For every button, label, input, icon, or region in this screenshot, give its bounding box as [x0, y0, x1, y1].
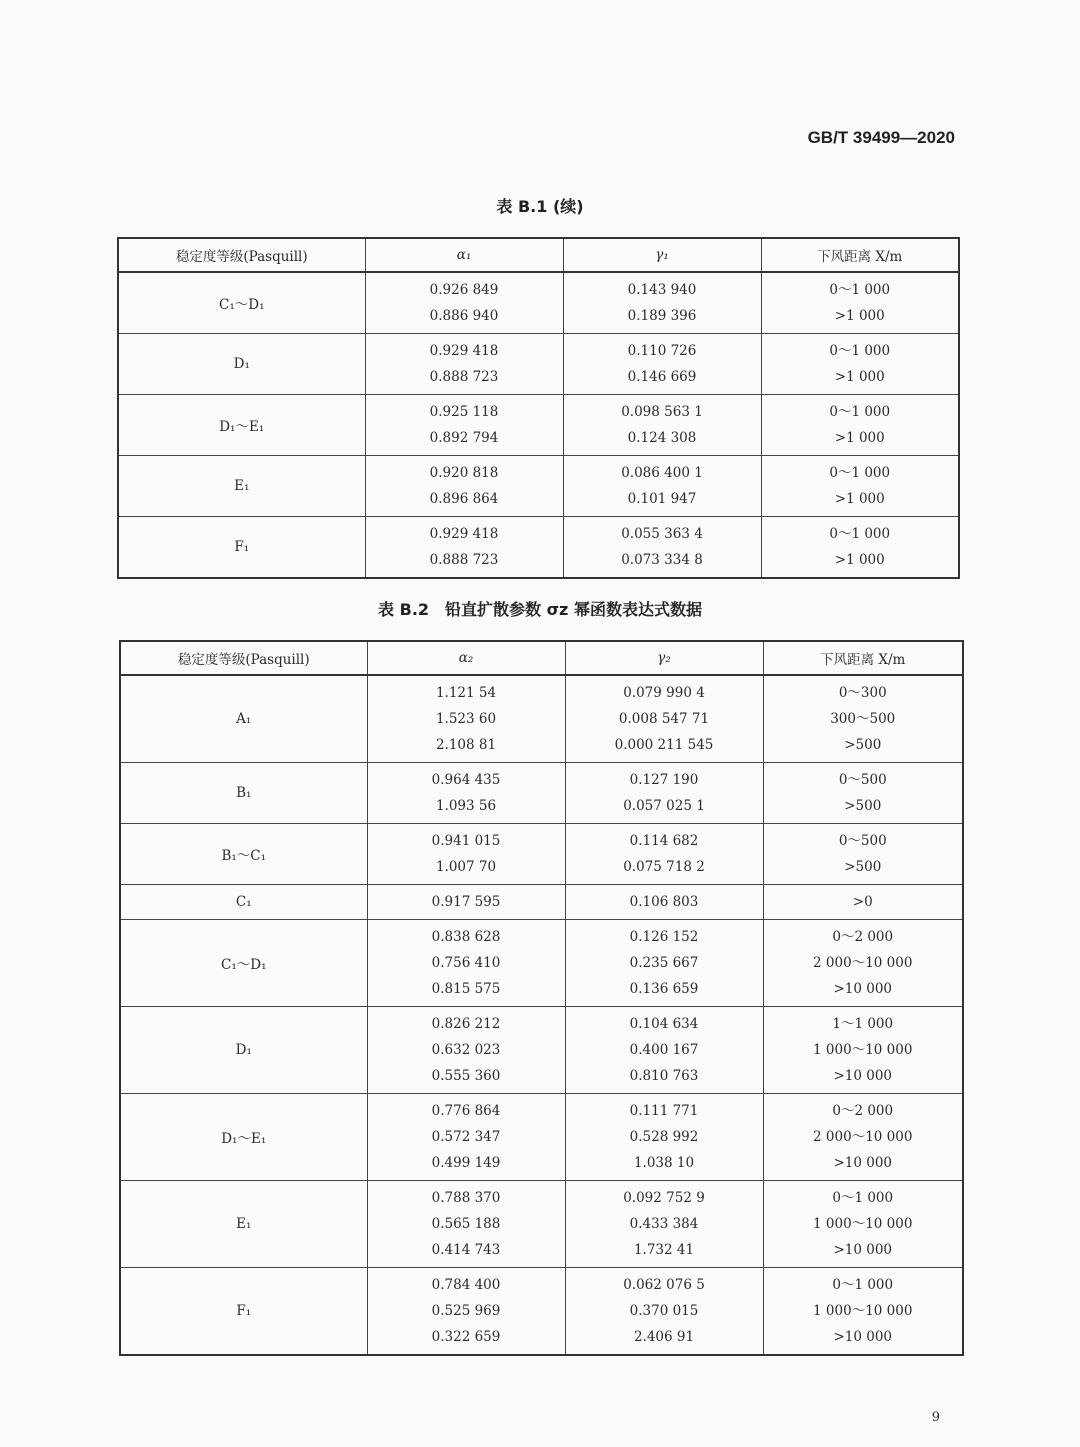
- gamma-value: 0.126 152: [629, 929, 699, 945]
- alpha-value: 0.964 435: [431, 772, 501, 788]
- stability-class-cell: D₁: [120, 1007, 367, 1094]
- gamma-value: 1.732 41: [633, 1242, 695, 1258]
- gamma-value: 2.406 91: [633, 1329, 695, 1345]
- gamma-cell: [565, 675, 763, 763]
- distance-cell: [763, 885, 963, 920]
- column-header-stability: 稳定度等级(Pasquill): [120, 641, 367, 675]
- gamma-cell: [565, 885, 763, 920]
- alpha-value: 0.565 188: [431, 1216, 501, 1232]
- distance-cell: [763, 675, 963, 763]
- alpha-value: 0.555 360: [431, 1068, 501, 1084]
- table-row: [118, 456, 959, 517]
- table-row: [118, 517, 959, 579]
- gamma-value: 0.075 718 2: [623, 859, 705, 875]
- alpha-value: 0.322 659: [431, 1329, 501, 1345]
- table-b2: [119, 640, 964, 1356]
- gamma-cell: [565, 1007, 763, 1094]
- distance-value: 0～1 000: [832, 1190, 894, 1206]
- alpha-cell: [367, 1181, 565, 1268]
- gamma-value: 0.062 076 5: [623, 1277, 705, 1293]
- distance-cell: [763, 824, 963, 885]
- alpha-value: 0.784 400: [431, 1277, 501, 1293]
- alpha-value: 2.108 81: [435, 737, 497, 753]
- distance-cell: [763, 920, 963, 1007]
- distance-cell: [763, 1181, 963, 1268]
- alpha-value: 0.929 418: [429, 526, 499, 542]
- stability-class-cell: D₁: [118, 334, 365, 395]
- stability-class-cell: E₁: [120, 1181, 367, 1268]
- column-header-distance: 下风距离 X/m: [763, 641, 963, 675]
- gamma-value: 0.370 015: [629, 1303, 699, 1319]
- distance-cell: [763, 1268, 963, 1356]
- gamma-value: 0.235 667: [629, 955, 699, 971]
- table-row: [120, 1094, 963, 1181]
- distance-value: 1 000～10 000: [813, 1042, 913, 1058]
- table-row: [120, 885, 963, 920]
- gamma-value: 0.528 992: [629, 1129, 699, 1145]
- alpha-cell: [367, 1007, 565, 1094]
- table-row: [120, 1007, 963, 1094]
- gamma-cell: [563, 334, 761, 395]
- distance-value: >10 000: [833, 981, 893, 997]
- distance-cell: [763, 1007, 963, 1094]
- alpha-cell: [365, 456, 563, 517]
- alpha-cell: [365, 272, 563, 334]
- gamma-cell: [563, 456, 761, 517]
- column-header-gamma2: γ₂: [565, 641, 763, 675]
- distance-value: >1 000: [834, 369, 885, 385]
- gamma-value: 0.110 726: [627, 343, 697, 359]
- table-header-row: [118, 238, 959, 272]
- table-row: [120, 824, 963, 885]
- alpha-value: 0.888 723: [429, 369, 499, 385]
- gamma-value: 0.127 190: [629, 772, 699, 788]
- gamma-value: 0.189 396: [627, 308, 697, 324]
- alpha-value: 0.756 410: [431, 955, 501, 971]
- distance-value: 0～500: [838, 772, 887, 788]
- stability-class-cell: F₁: [118, 517, 365, 579]
- alpha-cell: [365, 395, 563, 456]
- alpha-cell: [367, 920, 565, 1007]
- alpha-value: 0.815 575: [431, 981, 501, 997]
- alpha-value: 0.414 743: [431, 1242, 501, 1258]
- distance-cell: [763, 763, 963, 824]
- distance-value: 1～1 000: [832, 1016, 894, 1032]
- gamma-cell: [563, 272, 761, 334]
- alpha-value: 0.572 347: [431, 1129, 501, 1145]
- stability-class-cell: B₁～C₁: [120, 824, 367, 885]
- gamma-value: 0.079 990 4: [623, 685, 705, 701]
- table-row: [120, 675, 963, 763]
- gamma-value: 0.136 659: [629, 981, 699, 997]
- gamma-value: 0.111 771: [629, 1103, 699, 1119]
- alpha-value: 0.920 818: [429, 465, 499, 481]
- stability-class-cell: F₁: [120, 1268, 367, 1356]
- distance-cell: [763, 1094, 963, 1181]
- gamma-value: 0.101 947: [627, 491, 697, 507]
- column-header-distance: 下风距离 X/m: [761, 238, 959, 272]
- gamma-value: 0.073 334 8: [621, 552, 703, 568]
- alpha-value: 0.929 418: [429, 343, 499, 359]
- table-row: [118, 272, 959, 334]
- gamma-value: 0.106 803: [629, 894, 699, 910]
- gamma-value: 0.433 384: [629, 1216, 699, 1232]
- alpha-cell: [367, 763, 565, 824]
- alpha-cell: [367, 885, 565, 920]
- distance-value: >10 000: [833, 1155, 893, 1171]
- alpha-cell: [365, 517, 563, 579]
- stability-class-cell: C₁～D₁: [120, 920, 367, 1007]
- distance-value: >1 000: [834, 308, 885, 324]
- distance-value: 0～1 000: [829, 343, 891, 359]
- distance-value: >500: [844, 737, 882, 753]
- distance-value: >500: [844, 859, 882, 875]
- stability-class-cell: E₁: [118, 456, 365, 517]
- alpha-value: 0.917 595: [431, 894, 501, 910]
- alpha-cell: [367, 824, 565, 885]
- gamma-cell: [565, 763, 763, 824]
- gamma-cell: [565, 1094, 763, 1181]
- distance-value: 1 000～10 000: [813, 1303, 913, 1319]
- gamma-value: 0.086 400 1: [621, 465, 703, 481]
- gamma-value: 0.810 763: [629, 1068, 699, 1084]
- alpha-value: 1.121 54: [435, 685, 497, 701]
- gamma-cell: [565, 1268, 763, 1356]
- alpha-value: 1.007 70: [435, 859, 497, 875]
- table-row: [120, 763, 963, 824]
- distance-value: 0～1 000: [829, 465, 891, 481]
- table-b1-body: [118, 272, 959, 578]
- gamma-value: 0.057 025 1: [623, 798, 705, 814]
- alpha-value: 0.632 023: [431, 1042, 501, 1058]
- alpha-value: 0.838 628: [431, 929, 501, 945]
- table-b2-caption: 表 B.2 铅直扩散参数 σz 幂函数表达式数据: [378, 600, 702, 619]
- distance-value: >10 000: [833, 1068, 893, 1084]
- alpha-cell: [367, 675, 565, 763]
- distance-value: >1 000: [834, 430, 885, 446]
- column-header-alpha1: α₁: [365, 238, 563, 272]
- alpha-value: 1.093 56: [435, 798, 497, 814]
- table-row: [120, 920, 963, 1007]
- distance-value: 0～2 000: [832, 929, 894, 945]
- gamma-value: 0.400 167: [629, 1042, 699, 1058]
- gamma-cell: [565, 1181, 763, 1268]
- distance-value: >500: [844, 798, 882, 814]
- gamma-value: 0.008 547 71: [618, 711, 710, 727]
- distance-value: 0～1 000: [832, 1277, 894, 1293]
- alpha-value: 0.776 864: [431, 1103, 501, 1119]
- table-row: [120, 1268, 963, 1356]
- gamma-cell: [563, 395, 761, 456]
- stability-class-cell: D₁～E₁: [120, 1094, 367, 1181]
- alpha-value: 0.886 940: [429, 308, 499, 324]
- gamma-value: 0.114 682: [629, 833, 699, 849]
- distance-value: 2 000～10 000: [813, 955, 913, 971]
- distance-cell: [761, 272, 959, 334]
- alpha-value: 0.826 212: [431, 1016, 501, 1032]
- stability-class-cell: C₁～D₁: [118, 272, 365, 334]
- column-header-stability: 稳定度等级(Pasquill): [118, 238, 365, 272]
- gamma-value: 0.104 634: [629, 1016, 699, 1032]
- alpha-cell: [367, 1094, 565, 1181]
- distance-value: 0～500: [838, 833, 887, 849]
- distance-value: 0～1 000: [829, 526, 891, 542]
- alpha-value: 1.523 60: [435, 711, 497, 727]
- stability-class-cell: A₁: [120, 675, 367, 763]
- distance-value: 300～500: [830, 711, 896, 727]
- gamma-cell: [565, 824, 763, 885]
- gamma-cell: [565, 920, 763, 1007]
- gamma-value: 0.124 308: [627, 430, 697, 446]
- gamma-cell: [563, 517, 761, 579]
- alpha-value: 0.925 118: [429, 404, 499, 420]
- gamma-value: 0.098 563 1: [621, 404, 703, 420]
- stability-class-cell: C₁: [120, 885, 367, 920]
- distance-value: 0～1 000: [829, 404, 891, 420]
- table-b2-body: [120, 675, 963, 1355]
- distance-value: 0～2 000: [832, 1103, 894, 1119]
- column-header-alpha2: α₂: [367, 641, 565, 675]
- alpha-value: 0.926 849: [429, 282, 499, 298]
- alpha-value: 0.788 370: [431, 1190, 501, 1206]
- alpha-value: 0.892 794: [429, 430, 499, 446]
- table-header-row: [120, 641, 963, 675]
- column-header-gamma1: γ₁: [563, 238, 761, 272]
- gamma-value: 1.038 10: [633, 1155, 695, 1171]
- distance-cell: [761, 456, 959, 517]
- distance-cell: [761, 395, 959, 456]
- distance-value: 0～1 000: [829, 282, 891, 298]
- table-b1-caption: 表 B.1 (续): [496, 197, 584, 216]
- page-number: 9: [931, 1410, 940, 1425]
- distance-cell: [761, 334, 959, 395]
- alpha-value: 0.896 864: [429, 491, 499, 507]
- distance-value: >10 000: [833, 1329, 893, 1345]
- gamma-value: 0.143 940: [627, 282, 697, 298]
- alpha-value: 0.499 149: [431, 1155, 501, 1171]
- distance-value: >0: [852, 894, 873, 910]
- distance-value: >1 000: [834, 491, 885, 507]
- alpha-cell: [367, 1268, 565, 1356]
- gamma-value: 0.092 752 9: [623, 1190, 705, 1206]
- stability-class-cell: D₁～E₁: [118, 395, 365, 456]
- alpha-value: 0.941 015: [431, 833, 501, 849]
- distance-value: >1 000: [834, 552, 885, 568]
- alpha-cell: [365, 334, 563, 395]
- gamma-value: 0.146 669: [627, 369, 697, 385]
- distance-value: 1 000～10 000: [813, 1216, 913, 1232]
- alpha-value: 0.888 723: [429, 552, 499, 568]
- table-row: [118, 334, 959, 395]
- table-row: [118, 395, 959, 456]
- distance-value: >10 000: [833, 1242, 893, 1258]
- standard-code: GB/T 39499—2020: [807, 128, 955, 147]
- table-row: [120, 1181, 963, 1268]
- distance-cell: [761, 517, 959, 579]
- gamma-value: 0.000 211 545: [614, 737, 714, 753]
- stability-class-cell: B₁: [120, 763, 367, 824]
- table-b1: [117, 237, 960, 579]
- gamma-value: 0.055 363 4: [621, 526, 703, 542]
- alpha-value: 0.525 969: [431, 1303, 501, 1319]
- distance-value: 2 000～10 000: [813, 1129, 913, 1145]
- distance-value: 0～300: [838, 685, 887, 701]
